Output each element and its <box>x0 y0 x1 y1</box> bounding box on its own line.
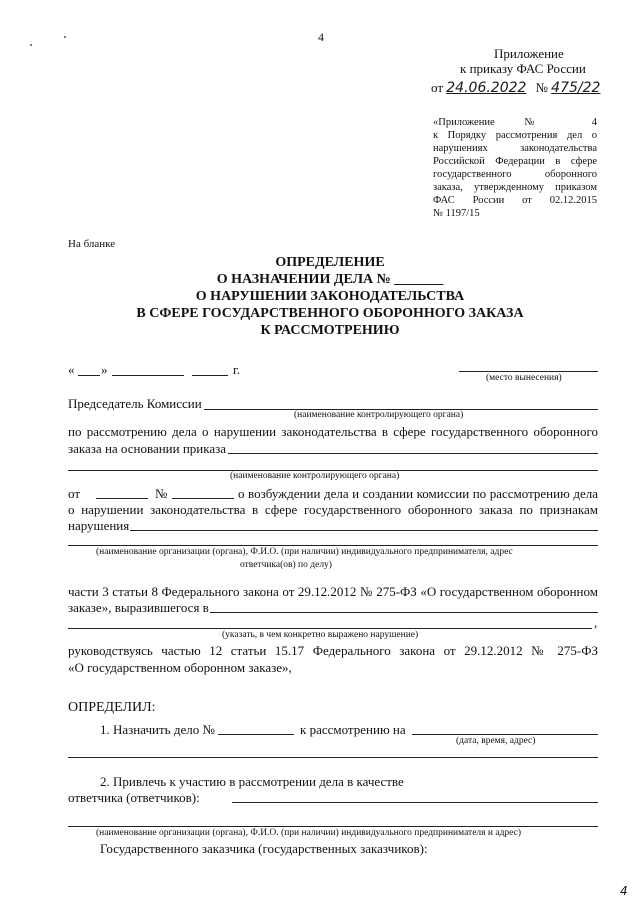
violation-description-blank-2[interactable] <box>68 628 592 629</box>
appendix-4-block <box>433 116 597 220</box>
title-line: О НАРУШЕНИИ ЗАКОНОДАТЕЛЬСТВА <box>195 289 465 304</box>
paragraph-2-num: № <box>155 486 168 501</box>
paragraph-2-line-2: о нарушении законодательства в сфере государственного оборонного заказа по признакам <box>68 502 598 517</box>
respondents-blank[interactable] <box>232 802 598 803</box>
paragraph-2-line-1-tail: о возбуждении дела и создании комиссии по рассмотрению дела <box>238 486 598 501</box>
item-2-line-3: Государственного заказчика (государственных заказчиков): <box>100 841 428 856</box>
title-line: В СФЕРЕ ГОСУДАРСТВЕННОГО ОБОРОННОГО ЗАКАЗА <box>136 306 524 321</box>
paragraph-4-line-1: руководствуясь частью 12 статьи 15.17 Федерального закона от 29.12.2012 № 275-ФЗ <box>68 643 598 658</box>
item-1-label: 1. Назначить дело № <box>100 722 215 737</box>
from-label: от <box>431 80 444 95</box>
title-line: ОПРЕДЕЛЕНИЕ <box>275 255 385 270</box>
appendix-4-line: «Приложение № 4 <box>433 117 597 128</box>
order-date: 24.06.2022 <box>446 80 527 96</box>
paragraph-3-comma: , <box>594 615 598 630</box>
appendix-label: Приложение <box>494 46 564 61</box>
date-open-quote: « <box>68 362 75 377</box>
paragraph-3-line-1: части 3 статьи 8 Федерального закона от 29.12.2012 № 275-ФЗ «О государственном оборонном <box>68 584 598 599</box>
year-blank[interactable] <box>192 375 228 376</box>
hearing-details-blank-2[interactable] <box>68 757 598 758</box>
appendix-4-line: ФАС России от 02.12.2015 <box>433 195 597 206</box>
paragraph-2-caption-2: ответчика(ов) по делу) <box>240 560 332 570</box>
paragraph-1-caption: (наименование контролирующего органа) <box>230 471 400 481</box>
item-2-caption: (наименование организации (органа), Ф.И.О. (при наличии) индивидуального предпринимателя и адрес) <box>96 828 522 838</box>
decision-date-blank[interactable] <box>96 498 148 499</box>
year-suffix: г. <box>233 362 241 377</box>
respondent-blank[interactable] <box>68 545 598 546</box>
paragraph-2-line-3: нарушения <box>68 518 130 533</box>
chairman-label: Председатель Комиссии <box>68 396 202 411</box>
document-title <box>110 254 550 339</box>
case-number-blank[interactable] <box>218 734 294 735</box>
appendix-4-line: № 1197/15 <box>433 208 480 219</box>
appendix-4-line: к Порядку рассмотрения дел о <box>433 130 597 141</box>
paragraph-1-line-1: по рассмотрению дела о нарушении законодательства в сфере государственного оборонного <box>68 424 598 439</box>
to-order-label: к приказу ФАС России <box>460 61 586 76</box>
appendix-4-line: Российской Федерации в сфере <box>433 156 597 167</box>
title-line: О НАЗНАЧЕНИИ ДЕЛА № _______ <box>216 272 444 287</box>
paragraph-1-line-2: заказа на основании приказа <box>68 441 227 456</box>
scan-speck <box>64 36 66 38</box>
scan-speck <box>30 44 32 46</box>
title-line: К РАССМОТРЕНИЮ <box>260 323 400 338</box>
decided-heading: ОПРЕДЕЛИЛ: <box>68 700 156 715</box>
item-2-line-2: ответчика (ответчиков): <box>68 790 200 805</box>
respondents-blank-2[interactable] <box>68 826 598 827</box>
date-close-quote: » <box>101 362 108 377</box>
order-basis-blank[interactable] <box>228 453 598 454</box>
number-label: № <box>535 80 548 95</box>
item-1-label-2: к рассмотрению на <box>300 722 406 737</box>
month-blank[interactable] <box>112 375 184 376</box>
violation-description-blank[interactable] <box>210 612 598 613</box>
order-reference <box>431 80 605 96</box>
hearing-details-blank[interactable] <box>412 734 598 735</box>
paragraph-3-caption: (указать, в чем конкретно выражено нарушение) <box>222 630 419 640</box>
handwritten-page-mark: 4 <box>620 884 628 898</box>
day-blank[interactable] <box>78 375 100 376</box>
paragraph-2-caption-1: (наименование организации (органа), Ф.И.О. (при наличии) индивидуального предпринимателя, адрес <box>96 547 513 557</box>
appendix-4-line: государственного оборонного <box>433 169 597 180</box>
order-number: 475/22 <box>551 80 601 96</box>
decision-number-blank[interactable] <box>172 498 234 499</box>
paragraph-3-line-2: заказе», выразившегося в <box>68 600 209 615</box>
paragraph-2-from: от <box>68 486 81 501</box>
place-blank[interactable] <box>459 371 598 372</box>
appendix-4-line: заказа, утвержденному приказом <box>433 182 597 193</box>
appendix-4-line: нарушениях законодательства <box>433 143 597 154</box>
item-1-caption: (дата, время, адрес) <box>456 736 536 746</box>
item-2-line-1: 2. Привлечь к участию в рассмотрении дела в качестве <box>100 774 404 789</box>
page-number: 4 <box>318 30 324 44</box>
chairman-caption: (наименование контролирующего органа) <box>294 410 464 420</box>
violation-basis-blank[interactable] <box>130 530 598 531</box>
paragraph-4-line-2: «О государственном оборонном заказе», <box>68 660 292 675</box>
on-blank-note: На бланке <box>68 238 116 250</box>
place-caption: (место вынесения) <box>486 373 562 383</box>
